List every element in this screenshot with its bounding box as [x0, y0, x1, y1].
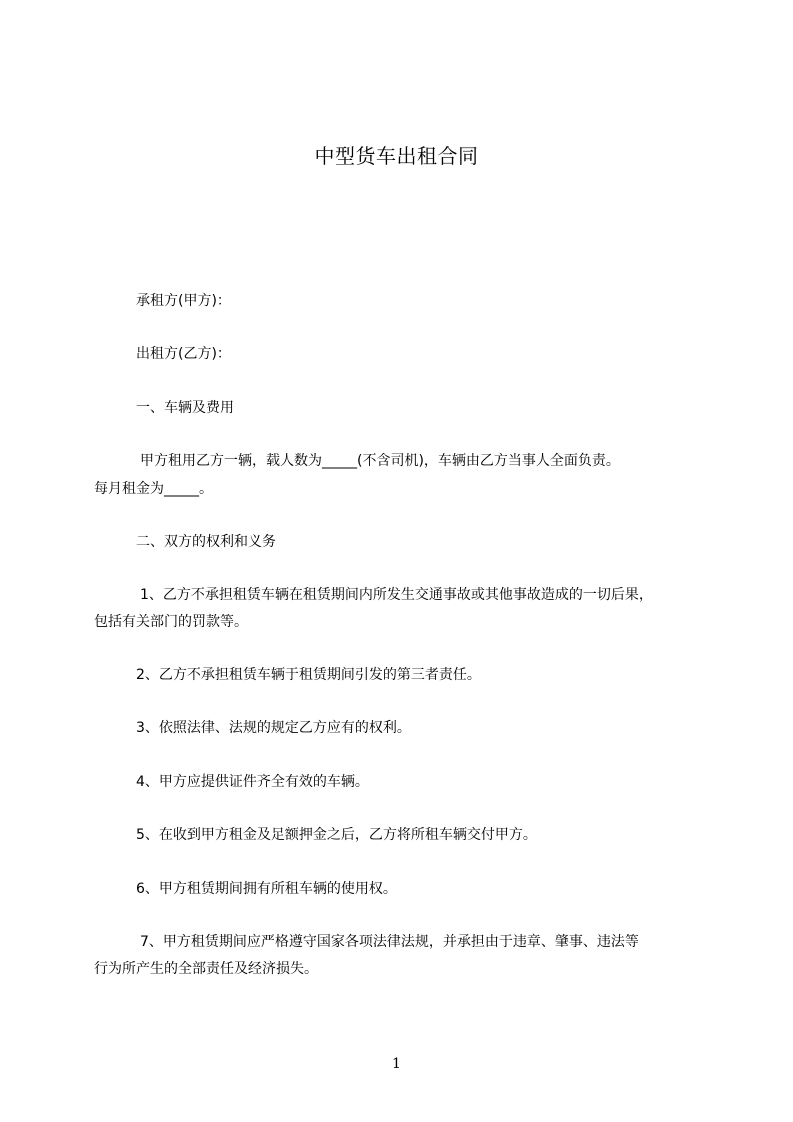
section-1-paragraph-line-1: 甲方租用乙方一辆，载人数为_____(不含司机)，车辆由乙方当事人全面负责。	[140, 453, 620, 469]
clause-3: 3、依照法律、法规的规定乙方应有的权利。	[136, 720, 411, 736]
clause-1-line-1: 1、乙方不承担租赁车辆在租赁期间内所发生交通事故或其他事故造成的一切后果，	[140, 587, 653, 603]
clause-7-line-1: 7、甲方租赁期间应严格遵守国家各项法律法规，并承担由于违章、肇事、违法等	[140, 934, 639, 950]
section-1-heading: 一、车辆及费用	[136, 400, 234, 416]
clause-7-line-2: 行为所产生的全部责任及经济损失。	[94, 961, 318, 977]
section-1-paragraph-line-2: 每月租金为_____。	[94, 481, 213, 497]
section-2-heading: 二、双方的权利和义务	[136, 534, 276, 550]
clause-2: 2、乙方不承担租赁车辆于租赁期间引发的第三者责任。	[136, 667, 481, 683]
lessor-line: 出租方(乙方)：	[136, 346, 231, 362]
page-number: 1	[392, 1056, 401, 1072]
clause-4: 4、甲方应提供证件齐全有效的车辆。	[136, 774, 369, 790]
clause-6: 6、甲方租赁期间拥有所租车辆的使用权。	[136, 881, 397, 897]
lessee-line: 承租方(甲方)：	[136, 293, 231, 309]
document-title: 中型货车出租合同	[314, 144, 479, 168]
clause-5: 5、在收到甲方租金及足额押金之后，乙方将所租车辆交付甲方。	[136, 827, 537, 843]
clause-1-line-2: 包括有关部门的罚款等。	[94, 614, 248, 630]
